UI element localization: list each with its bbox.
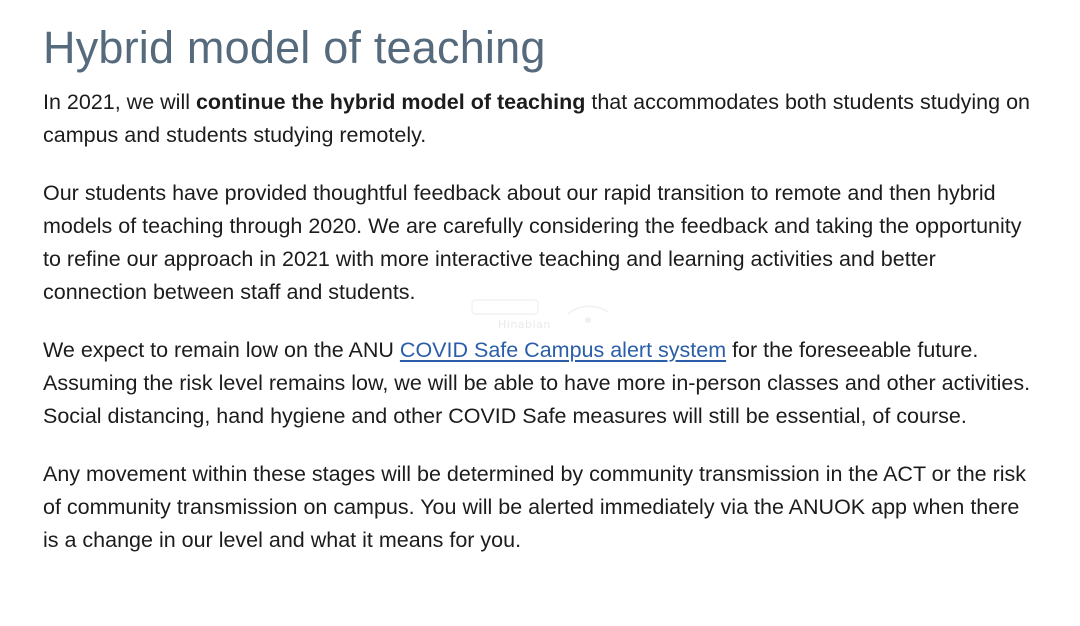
watermark-text: Hinabian [498, 318, 551, 331]
paragraph-alert-level-text-end: for the foreseeable future. Assuming the risk level remains low, we will be able to have more in-person classes and other activities. Social distancing, hand hygiene and other COVID Safe measures will still be essential, of course. [43, 338, 1031, 428]
paragraph-hybrid-model-emphasis: continue the hybrid model of teaching [195, 90, 586, 114]
paragraph-hybrid-model-text-end: that accommodates both students studying on campus and students studying remotely. [43, 90, 1030, 147]
paragraph-feedback: Our students have provided thoughtful feedback about our rapid transition to remote and then hybrid models of teaching through 2020. We are carefully considering the feedback and taking the opportunity to refine our approach in 2021 with more interactive teaching and learning activities and better connection between staff and students. [43, 181, 1022, 304]
paragraph-alert-level [43, 334, 1040, 433]
covid-safe-alert-system-link[interactable]: COVID Safe Campus alert system [399, 338, 727, 362]
page-title: Hybrid model of teaching [43, 22, 546, 73]
paragraph-hybrid-model [43, 86, 1040, 152]
paragraph-hybrid-model-text-start: In 2021, we will [43, 90, 196, 114]
paragraph-alert-level-text-start: We expect to remain low on the ANU [43, 338, 400, 362]
paragraph-movement: Any movement within these stages will be determined by community transmission in the ACT or the risk of community transmission on campus. You will be alerted immediately via the ANUOK app when there is a change in our level and what it means for you. [43, 462, 1027, 552]
